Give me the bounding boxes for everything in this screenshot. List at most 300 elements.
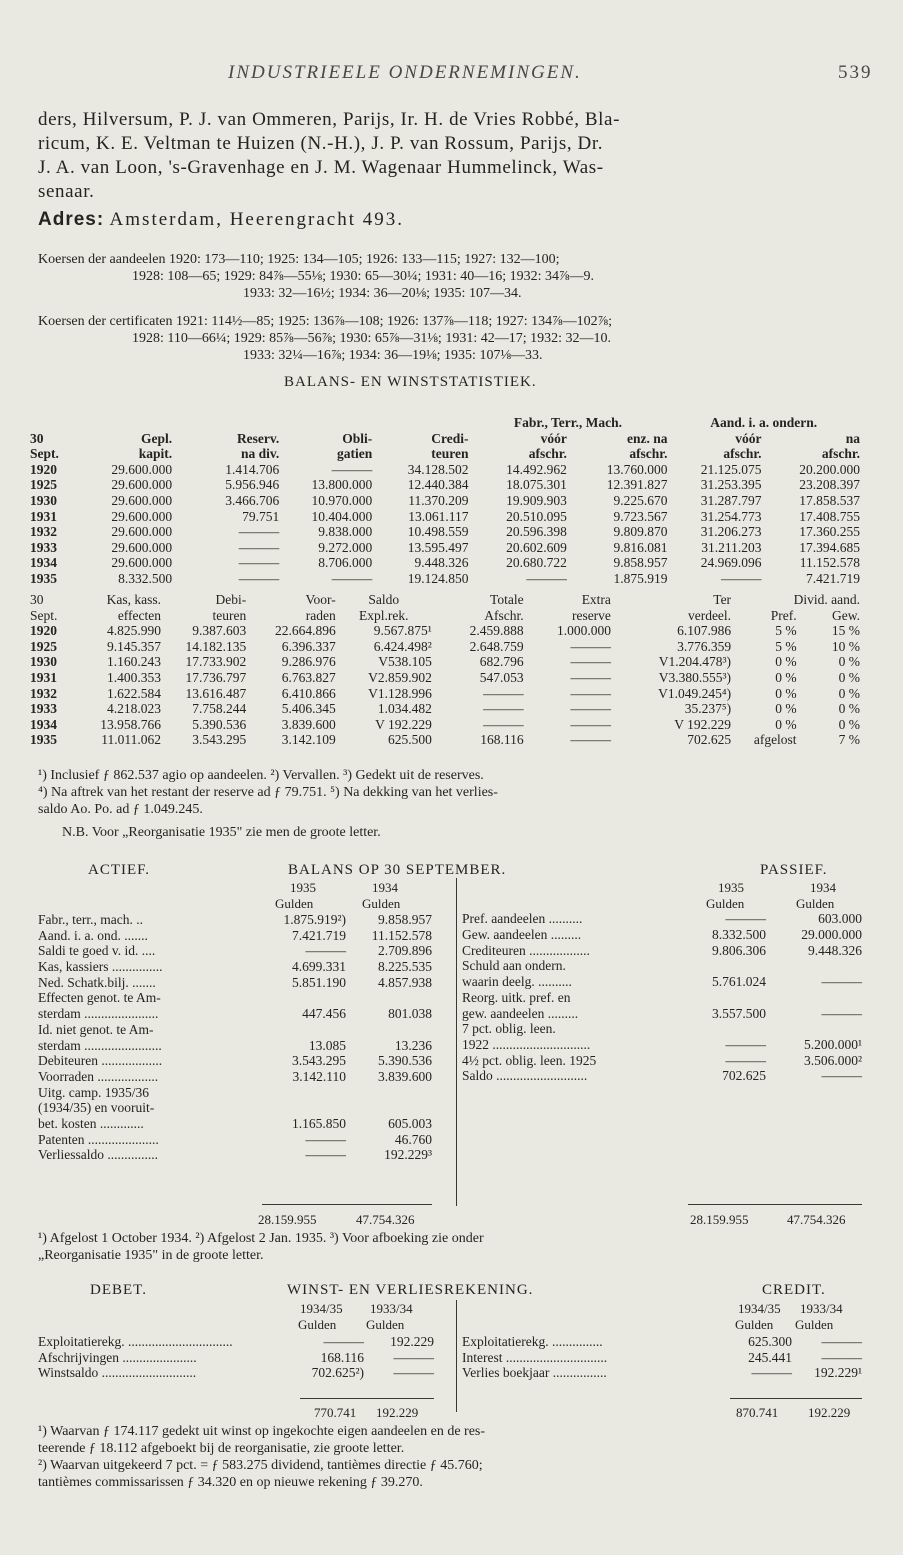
debet-1933-34 (368, 1334, 434, 1381)
total-value: 770.741 (314, 1405, 357, 1420)
table-cell: 17.736.797 (185, 669, 247, 685)
year-header: 1933/34 (370, 1301, 413, 1316)
footnote-line: ⁴) Na aftrek van het restant der reserve ad ƒ 79.751. ⁵) Na dekking van het verlies- (38, 785, 498, 800)
line-item: sterdam ....................... (38, 1037, 162, 1053)
line-item: 46.760 (394, 1131, 432, 1147)
line-item: Uitg. camp. 1935/36 (38, 1084, 149, 1100)
row-year: 1931 (30, 508, 57, 524)
line-item: bet. kosten ............. (38, 1115, 144, 1131)
line-item: 7 pct. oblig. leen. (462, 1021, 556, 1037)
line-item: ——— (305, 1131, 346, 1147)
year-header: 1934/35 (738, 1301, 781, 1316)
table-cell: 3.466.706 (225, 492, 280, 508)
table-cell: 29.600.000 (111, 539, 173, 555)
table-cell: ——— (720, 570, 762, 586)
line-item (258, 1100, 346, 1116)
table-cell: 6.396.337 (281, 638, 336, 654)
passief-labels (462, 880, 596, 1084)
line-item: 625.300 (748, 1334, 792, 1349)
table-cell: 29.600.000 (111, 524, 173, 540)
line-item: ——— (725, 1052, 766, 1068)
table-cell: 7.421.719 (806, 570, 860, 586)
table-cell: 17.394.685 (799, 539, 860, 555)
table-row (30, 493, 860, 509)
line-item: ——— (821, 1334, 862, 1349)
table-cell: 29.600.000 (111, 461, 173, 477)
table-cell: 9.448.326 (414, 555, 469, 571)
table-cell: 3.142.109 (281, 732, 336, 748)
table-row (30, 555, 860, 571)
line-item: Ned. Schatk.bilj. ....... (38, 974, 156, 990)
page-number: 539 (838, 62, 873, 83)
statistics-table-1 (30, 415, 860, 587)
line-item (772, 958, 862, 974)
unit-header: Gulden (298, 1317, 337, 1332)
line-item: 245.441 (748, 1349, 792, 1365)
col-header: Kas, kass. (106, 592, 162, 607)
line-item: 1922 ............................. (462, 1036, 591, 1052)
table-cell: 0 % (838, 654, 860, 670)
total-value: 192.229 (376, 1405, 419, 1420)
line-item: Saldi te goed v. id. .... (38, 943, 156, 959)
line-item: 1.165.850 (292, 1115, 346, 1131)
line-item: 3.557.500 (712, 1005, 766, 1021)
table-cell: 11.370.209 (408, 492, 469, 508)
unit-header: Gulden (735, 1317, 774, 1332)
line-item: ——— (821, 1005, 862, 1021)
table-cell: 1.622.584 (107, 685, 162, 701)
table-cell: 5 % (775, 638, 797, 654)
table-cell: 13.061.117 (408, 508, 469, 524)
total-value: 870.741 (736, 1405, 779, 1420)
footnote-line: saldo Ao. Po. ad ƒ 1.049.245. (38, 802, 203, 817)
total-rule (262, 1204, 432, 1205)
table-cell: V3.380.555³) (658, 669, 732, 685)
table-cell: ——— (331, 570, 373, 586)
table-row (30, 686, 860, 702)
table-cell: ——— (238, 539, 280, 555)
year-header: 1933/34 (800, 1301, 843, 1316)
col-header: reserve (571, 607, 611, 623)
total-rule (688, 1204, 862, 1205)
row-year: 1931 (30, 669, 57, 685)
table-cell: 4.825.990 (107, 623, 162, 639)
col-header: Extra (581, 592, 611, 607)
koersen-aandeelen-1: Koersen der aandeelen 1920: 173—110; 1925: 134—105; 1926: 133—115; 1927: 132—100; (38, 252, 560, 267)
col-header: teuren (212, 607, 247, 623)
table-cell: 547.053 (479, 669, 524, 685)
table-cell: 19.124.850 (407, 570, 469, 586)
table-cell: 9.145.357 (107, 638, 162, 654)
year-header: 1934/35 (300, 1301, 343, 1316)
debet-heading: DEBET. (90, 1282, 147, 1298)
table-cell: ——— (526, 570, 567, 586)
line-item: 3.543.295 (292, 1053, 346, 1069)
table-cell: 5.390.536 (192, 716, 247, 732)
line-item (684, 958, 766, 974)
table-cell: 12.440.384 (407, 477, 469, 493)
table-cell: 0 % (838, 685, 860, 701)
table-cell: 13.595.497 (407, 539, 469, 555)
row-year: 1935 (30, 732, 57, 748)
table-cell: 702.625 (687, 732, 732, 748)
line-item: 192.229¹ (814, 1365, 862, 1381)
table-cell: ——— (570, 701, 611, 717)
debet-1934-35 (294, 1334, 364, 1381)
table-cell: ——— (483, 716, 524, 732)
table-cell: 79.751 (242, 508, 280, 524)
table-cell: 20.510.095 (506, 508, 567, 524)
line-item (462, 896, 596, 912)
col-header: afschr. (528, 446, 567, 462)
col-header: Credi- (431, 430, 469, 446)
line-item: 605.003 (388, 1115, 432, 1131)
table-cell: 0 % (838, 669, 860, 685)
table-cell: 0 % (838, 701, 860, 717)
table-cell: 9.816.081 (613, 539, 668, 555)
col-header: Saldo (368, 592, 400, 607)
footnote-line: „Reorganisatie 1935" in de groote letter. (38, 1248, 264, 1263)
table-cell: 24.969.096 (700, 555, 762, 571)
line-item: ——— (725, 1036, 766, 1052)
passief-heading: PASSIEF. (760, 862, 828, 878)
line-item: 1.875.919²) (283, 912, 346, 927)
table-cell: ——— (238, 555, 280, 571)
table-cell: 9.272.000 (318, 539, 373, 555)
col-header: Expl.rek. (359, 607, 409, 623)
line-item (462, 880, 596, 896)
unit-header: Gulden (795, 1317, 834, 1332)
table-cell: 31.211.203 (701, 539, 762, 555)
line-item: 8.332.500 (712, 927, 766, 943)
row-year: 1920 (30, 461, 57, 477)
table-cell: 34.128.502 (407, 461, 469, 477)
table-cell: 0 % (775, 669, 797, 685)
table-cell: 9.838.000 (318, 524, 373, 540)
line-item (684, 1021, 766, 1037)
table-cell: 13.800.000 (311, 477, 373, 493)
table-cell: 31.206.273 (700, 524, 762, 540)
table-cell: 12.391.827 (606, 477, 668, 493)
line-item (258, 1022, 346, 1038)
line-item: ——— (305, 1147, 346, 1163)
debet-labels (38, 1334, 233, 1381)
table-cell: 13.958.766 (100, 716, 162, 732)
line-item: 4½ pct. oblig. leen. 1925 (462, 1052, 597, 1068)
table-row (30, 701, 860, 717)
line-item: Verliessaldo ............... (38, 1147, 158, 1163)
col-header: Sept. (30, 607, 58, 623)
line-item: Gew. aandeelen ......... (462, 927, 582, 943)
table-cell: ——— (483, 685, 524, 701)
line-item: ——— (323, 1334, 364, 1349)
table-cell: 2.459.888 (469, 623, 524, 639)
table-header-row (30, 431, 860, 447)
line-item: ——— (821, 974, 862, 990)
passief-1934 (772, 880, 862, 1084)
line-item: ——— (393, 1365, 434, 1381)
row-year: 1932 (30, 685, 57, 701)
credit-heading: CREDIT. (762, 1282, 826, 1298)
table-cell: 20.596.398 (506, 524, 567, 540)
line-item: ——— (751, 1365, 792, 1381)
winst-title: WINST- EN VERLIESREKENING. (287, 1282, 534, 1298)
intro-line-1: ders, Hilversum, P. J. van Ommeren, Parijs, Ir. H. de Vries Robbé, Bla- (38, 109, 621, 130)
table-cell: 9.858.957 (613, 555, 668, 571)
unit-header: Gulden (796, 896, 835, 911)
line-item (348, 1100, 432, 1116)
line-item: 3.506.000² (803, 1052, 862, 1068)
table-cell: 9.286.976 (281, 654, 336, 670)
table-cell: V 192.229 (674, 716, 732, 732)
table-cell: 31.253.395 (700, 477, 762, 493)
row-year: 1934 (30, 716, 57, 732)
total-value: 192.229 (808, 1405, 851, 1420)
table-cell: 625.500 (387, 732, 432, 748)
year-header: 1935 (718, 880, 744, 895)
table-cell: 35.237⁵) (684, 701, 732, 717)
column-divider (456, 1300, 457, 1412)
table-cell: ——— (570, 716, 611, 732)
footnote-line: ¹) Waarvan ƒ 174.117 gedekt uit winst op ingekochte eigen aandeelen en de res- (38, 1424, 486, 1439)
line-item: 11.152.578 (371, 927, 432, 943)
col-header: Reserv. (236, 430, 280, 446)
table-cell: 5 % (775, 623, 797, 639)
table-cell: 7 % (838, 732, 860, 748)
total-value: 28.159.955 (690, 1212, 749, 1227)
year-header: 1934 (372, 880, 398, 895)
table-cell: afgelost (753, 732, 797, 748)
table-cell: 5.406.345 (281, 701, 336, 717)
koersen-aandeelen-3: 1933: 32—16½; 1934: 36—20⅛; 1935: 107—34. (243, 286, 522, 301)
table-cell: V2.859.902 (368, 669, 432, 685)
line-item (684, 896, 766, 912)
footnote-line: ¹) Afgelost 1 October 1934. ²) Afgelost 2 Jan. 1935. ³) Voor afboeking zie onder (38, 1231, 484, 1246)
table-cell: 1.034.482 (377, 701, 432, 717)
table-cell: 1.000.000 (556, 623, 611, 639)
address-line (38, 208, 404, 232)
footnote-line: ¹) Inclusief ƒ 862.537 agio op aandeelen. ²) Vervallen. ³) Gedekt uit de reserves. (38, 768, 484, 783)
table-cell: 6.107.986 (677, 623, 732, 639)
table-cell: ——— (331, 461, 373, 477)
intro-line-2: ricum, K. E. Veltman te Huizen (N.-H.), J. P. van Rossum, Parijs, Dr. (38, 133, 604, 154)
table-cell: 21.125.075 (700, 461, 762, 477)
table-cell: 3.776.359 (677, 638, 732, 654)
col-header: Ter (713, 592, 732, 607)
table-cell: 20.602.609 (506, 539, 567, 555)
actief-heading: ACTIEF. (88, 862, 151, 878)
table-cell: 6.763.827 (281, 669, 336, 685)
table-cell: 23.208.397 (799, 477, 860, 493)
col-header: vóór (735, 430, 762, 446)
unit-header: Gulden (362, 896, 401, 911)
table-cell: ——— (483, 701, 524, 717)
line-item: Interest .............................. (462, 1349, 608, 1365)
table-cell: 20.680.722 (506, 555, 567, 571)
line-item: Afschrijvingen ...................... (38, 1349, 197, 1365)
actief-1935 (258, 912, 346, 1163)
table-cell: 9.809.870 (613, 524, 668, 540)
line-item: 603.000 (818, 911, 862, 927)
row-year: 1935 (30, 570, 57, 586)
col-header: na div. (241, 446, 280, 462)
col-header: Voor- (305, 592, 336, 607)
table-cell: 168.116 (480, 732, 524, 748)
line-item: Schuld aan ondern. (462, 958, 566, 974)
unit-header: Gulden (366, 1317, 405, 1332)
line-item: 4.857.938 (378, 974, 432, 990)
line-item (684, 880, 766, 896)
table-cell: 0 % (775, 701, 797, 717)
line-item: 702.625 (722, 1068, 766, 1084)
table-cell: 0 % (775, 654, 797, 670)
running-header: INDUSTRIEELE ONDERNEMINGEN. (228, 62, 582, 83)
col-header: raden (305, 607, 336, 623)
line-item: ——— (393, 1349, 434, 1365)
koersen-cert-3: 1933: 32¼—16⅞; 1934: 36—19⅛; 1935: 107⅛—33. (243, 348, 543, 363)
line-item: 5.390.536 (378, 1053, 432, 1069)
table-header-row (30, 415, 860, 431)
col-header: gatien (336, 446, 373, 462)
table-cell: 31.287.797 (700, 492, 762, 508)
table-cell: ——— (570, 638, 611, 654)
table-cell: 14.182.135 (185, 638, 247, 654)
table-cell: 6.424.498² (373, 638, 432, 654)
line-item: gew. aandeelen ......... (462, 1005, 579, 1021)
table-cell: V1.204.478³) (658, 654, 732, 670)
year-header: 1935 (290, 880, 316, 895)
table-cell: 0 % (775, 685, 797, 701)
line-item: 13.236 (394, 1037, 432, 1053)
table-row (30, 509, 860, 525)
table-cell: 13.760.000 (606, 461, 668, 477)
table-cell: ——— (570, 669, 611, 685)
line-item: 2.709.896 (378, 943, 432, 959)
table-row (30, 477, 860, 493)
table-cell: 17.733.902 (185, 654, 247, 670)
statistics-table-2 (30, 592, 860, 748)
header-aand: Aand. i. a. ondern. (710, 415, 818, 430)
table-cell: 14.492.962 (506, 461, 567, 477)
footnote-line: ²) Waarvan uitgekeerd 7 pct. = ƒ 583.275 dividend, tantièmes directie ƒ 45.760; (38, 1458, 483, 1473)
table-row (30, 462, 860, 478)
table-cell: ——— (238, 570, 280, 586)
line-item: Crediteuren .................. (462, 942, 590, 958)
table-cell: 10 % (831, 638, 860, 654)
row-year: 1933 (30, 539, 57, 555)
line-item: 9.806.306 (712, 942, 766, 958)
table-row (30, 670, 860, 686)
table-cell: 17.408.755 (799, 508, 860, 524)
footnote-line: tantièmes commissarissen ƒ 34.320 en op nieuwe rekening ƒ 39.270. (38, 1475, 423, 1490)
credit-1933-34 (796, 1334, 862, 1381)
table-cell: 29.600.000 (111, 492, 173, 508)
col-header: afschr. (821, 446, 860, 462)
line-item (684, 990, 766, 1006)
table-row (30, 623, 860, 639)
line-item: 5.851.190 (292, 974, 346, 990)
line-item: ——— (821, 1349, 862, 1365)
col-header: 30 (30, 430, 44, 446)
line-item: 13.085 (308, 1037, 346, 1053)
table-cell: 29.600.000 (111, 555, 173, 571)
table-cell: ——— (238, 524, 280, 540)
col-header: Debi- (215, 592, 247, 607)
line-item (772, 990, 862, 1006)
table-row (30, 639, 860, 655)
table-header-row (30, 608, 860, 624)
table-cell: 0 % (838, 716, 860, 732)
line-item: Effecten genot. te Am- (38, 990, 161, 1006)
table-cell: 29.600.000 (111, 477, 173, 493)
col-header: afschr. (629, 446, 668, 462)
line-item (348, 1085, 432, 1101)
table-cell: 9.567.875¹ (373, 623, 432, 639)
table-cell: 1.160.243 (107, 654, 162, 670)
credit-1934-35 (728, 1334, 792, 1381)
total-value: 47.754.326 (356, 1212, 415, 1227)
col-header: Afschr. (484, 607, 524, 623)
table-cell: 11.011.062 (101, 732, 162, 748)
line-item: Verlies boekjaar ................ (462, 1365, 607, 1381)
col-header: Gepl. (141, 430, 173, 446)
table-cell: ——— (570, 685, 611, 701)
line-item: 8.225.535 (378, 959, 432, 975)
line-item: Exploitatierekg. ............................... (38, 1334, 233, 1349)
table-row (30, 524, 860, 540)
footnote-line: teerende ƒ 18.112 afgeboekt bij de reorganisatie, zie groote letter. (38, 1441, 405, 1456)
table-cell: V1.049.245⁴) (658, 685, 732, 701)
table-header-row (30, 592, 860, 608)
table-cell: 29.600.000 (111, 508, 173, 524)
line-item: Pref. aandeelen .......... (462, 911, 583, 927)
line-item: Exploitatierekg. ............... (462, 1334, 603, 1349)
nb-note: N.B. Voor „Reorganisatie 1935" zie men de groote letter. (62, 825, 381, 840)
col-header: Gew. (832, 607, 860, 623)
line-item (258, 990, 346, 1006)
table-cell: 0 % (775, 716, 797, 732)
balans-title: BALANS OP 30 SEPTEMBER. (288, 862, 507, 878)
line-item: Voorraden .................. (38, 1068, 159, 1084)
address-value: Amsterdam, Heerengracht 493. (109, 209, 405, 230)
koersen-cert-2: 1928: 110—66¼; 1929: 85⅞—56⅞; 1930: 65⅞—31⅛; 1931: 42—17; 1932: 32—10. (132, 331, 611, 346)
row-year: 1930 (30, 492, 57, 508)
line-item: ——— (725, 911, 766, 927)
table-cell: 6.410.866 (281, 685, 336, 701)
table-cell: 1.875.919 (613, 570, 668, 586)
table-cell: 9.225.670 (613, 492, 668, 508)
line-item: Debiteuren .................. (38, 1053, 163, 1069)
table-cell: 4.218.023 (107, 701, 162, 717)
line-item: 9.448.326 (808, 942, 862, 958)
line-item: 7.421.719 (292, 927, 346, 943)
table-row (30, 654, 860, 670)
total-value: 47.754.326 (787, 1212, 846, 1227)
table-cell: 22.664.896 (275, 623, 336, 639)
col-header: vóór (540, 430, 567, 446)
line-item: 3.142.110 (292, 1068, 346, 1084)
line-item: Aand. i. a. ond. ....... (38, 927, 148, 943)
table-cell: 10.970.000 (311, 492, 373, 508)
actief-labels (38, 912, 163, 1163)
line-item: 5.761.024 (712, 974, 766, 990)
col-header: kapit. (138, 446, 173, 462)
col-header: Totale (490, 592, 524, 607)
table-cell: 1.414.706 (225, 461, 280, 477)
table-cell: 10.404.000 (311, 508, 373, 524)
table-cell: ——— (570, 732, 611, 748)
table-cell: 7.758.244 (192, 701, 247, 717)
